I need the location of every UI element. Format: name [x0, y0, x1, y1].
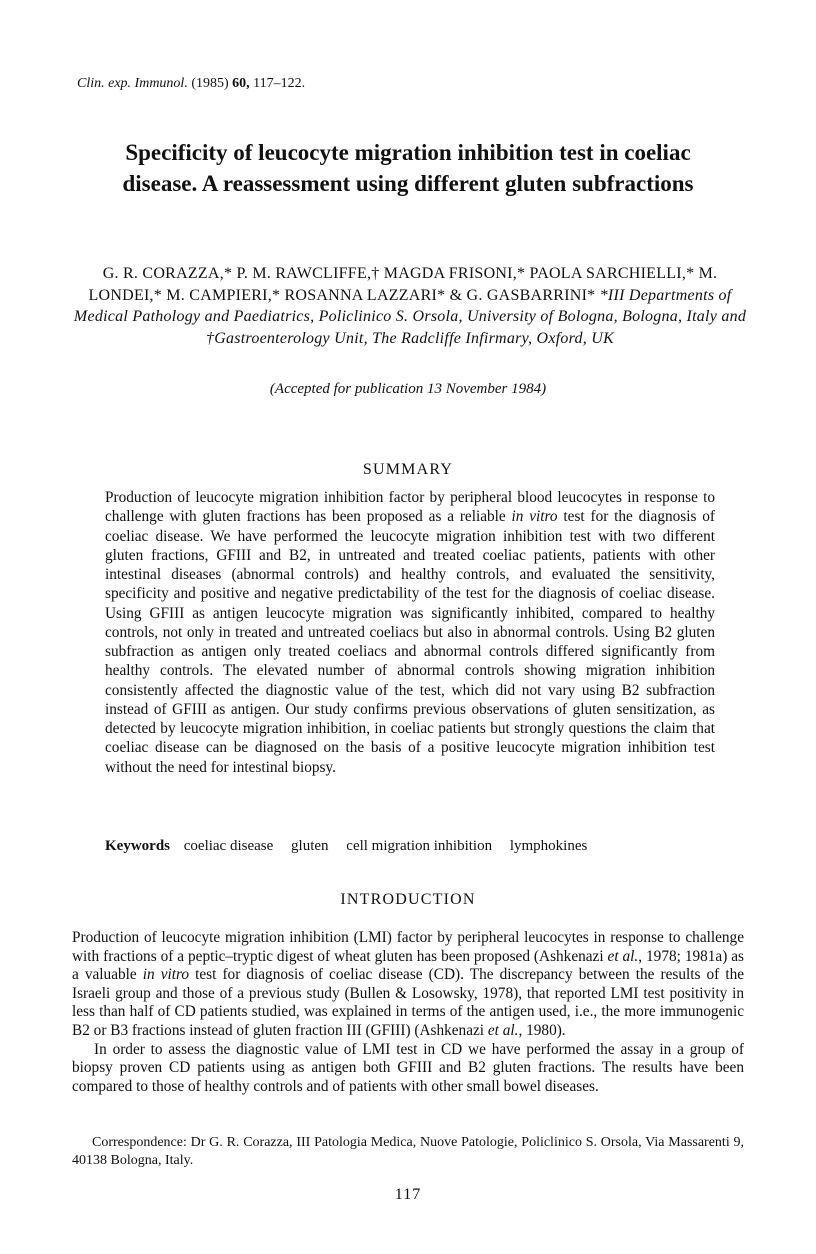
correspondence-note: Correspondence: Dr G. R. Corazza, III Patologia Medica, Nuove Patologie, Policlinico S. Orsola, Via Massarenti 9, 40138 Bologna, Italy.	[72, 1135, 744, 1168]
intro-et-al: et al.	[487, 1021, 519, 1039]
intro-text-segment: test for diagnosis of coeliac disease (CD). The discrepancy between the results of the Israeli group and those of a previous study (Bullen & Losowsky, 1978), that reported LMI test positivity in less than half of CD patients studied, was explained in terms of the antigen used, i.e., the more immunogenic B2 or B3 fractions instead of gluten fraction III (GFIII) (Ashkenazi	[72, 966, 745, 1039]
intro-et-al: et al.	[607, 947, 639, 965]
author-block	[72, 263, 748, 349]
journal-volume: 60,	[232, 76, 250, 91]
summary-text-part1: Production of leucocyte migration inhibition factor by peripheral blood leucocytes in response to challenge with gluten fractions has been proposed as a reliable	[105, 489, 715, 526]
author-affiliation: *III Departments of Medical Pathology and Paediatrics, Policlinico S. Orsola, University of Bologna, Bologna, Italy and †Gastroenterology Unit, The Radcliffe Infirmary, Oxford, UK	[73, 286, 747, 347]
summary-paragraph	[105, 488, 715, 777]
article-title: Specificity of leucocyte migration inhibition test in coeliac disease. A reassessment using different gluten subfractions	[122, 140, 694, 196]
intro-text-segment: , 1978; 1981a) as a valuable	[72, 947, 744, 984]
journal-year: (1985)	[191, 76, 229, 91]
keyword-item: cell migration inhibition	[346, 838, 493, 854]
intro-in-vitro: in vitro	[142, 966, 190, 984]
keyword-item: lymphokines	[509, 838, 588, 854]
author-names: G. R. CORAZZA,* P. M. RAWCLIFFE,† MAGDA FRISONI,* PAOLA SARCHIELLI,* M. LONDEI,* M. CAMPIERI,* ROSANNA LAZZARI* & G. GASBARRINI*	[88, 265, 718, 304]
introduction-heading: INTRODUCTION	[340, 891, 476, 908]
journal-name: Clin. exp. Immunol.	[77, 76, 188, 91]
accepted-date: (Accepted for publication 13 November 1984)	[269, 381, 547, 397]
summary-in-vitro: in vitro	[511, 508, 558, 526]
introduction-body	[72, 929, 744, 1096]
intro-text-segment: Production of leucocyte migration inhibition (LMI) factor by peripheral leucocytes in response to challenge with fractions of a peptic–tryptic digest of wheat gluten has been proposed (Ashkenazi	[72, 929, 744, 965]
keyword-item: coeliac disease	[183, 838, 274, 854]
intro-paragraph-2: In order to assess the diagnostic value of LMI test in CD we have performed the assay in a group of biopsy proven CD patients using as antigen both GFIII and B2 gluten fractions. The results have been compared to those of healthy controls and of patients with other small bowel diseases.	[72, 1040, 744, 1095]
page-number: 117	[394, 1186, 422, 1203]
keywords-label: Keywords	[105, 838, 170, 854]
keywords-line	[105, 838, 725, 855]
journal-citation	[77, 76, 305, 92]
intro-paragraph-1	[72, 929, 744, 1041]
journal-pages: 117–122.	[253, 76, 306, 91]
keyword-item: gluten	[291, 838, 329, 854]
summary-heading: SUMMARY	[362, 461, 454, 478]
summary-text-part2: test for the diagnosis of coeliac disease. We have performed the leucocyte migration inhibition test with two different gluten fractions, GFIII and B2, in untreated and treated coeliac patients, patients with other intestinal diseases (abnormal controls) and healthy controls, and evaluated the sensitivity, specificity and positive and negative predictability of the test for the diagnosis of coeliac disease. Using GFIII as antigen leucocyte migration was significantly inhibited, compared to healthy controls, not only in treated and untreated coeliacs but also in abnormal controls. Using B2 gluten subfraction as antigen only treated coeliacs and abnormal controls differed significantly from healthy controls. The elevated number of abnormal controls showing migration inhibition consistently affected the diagnostic value of the test, which did not vary using B2 subfraction instead of GFIII as antigen. Our study confirms previous observations of gluten sensitization, as detected by leucocyte migration inhibition, in coeliac patients but strongly questions the claim that coeliac disease can be diagnosed on the basis of a positive leucocyte migration inhibition test without the need for intestinal biopsy.	[105, 508, 715, 776]
intro-text-segment: , 1980).	[518, 1021, 566, 1039]
